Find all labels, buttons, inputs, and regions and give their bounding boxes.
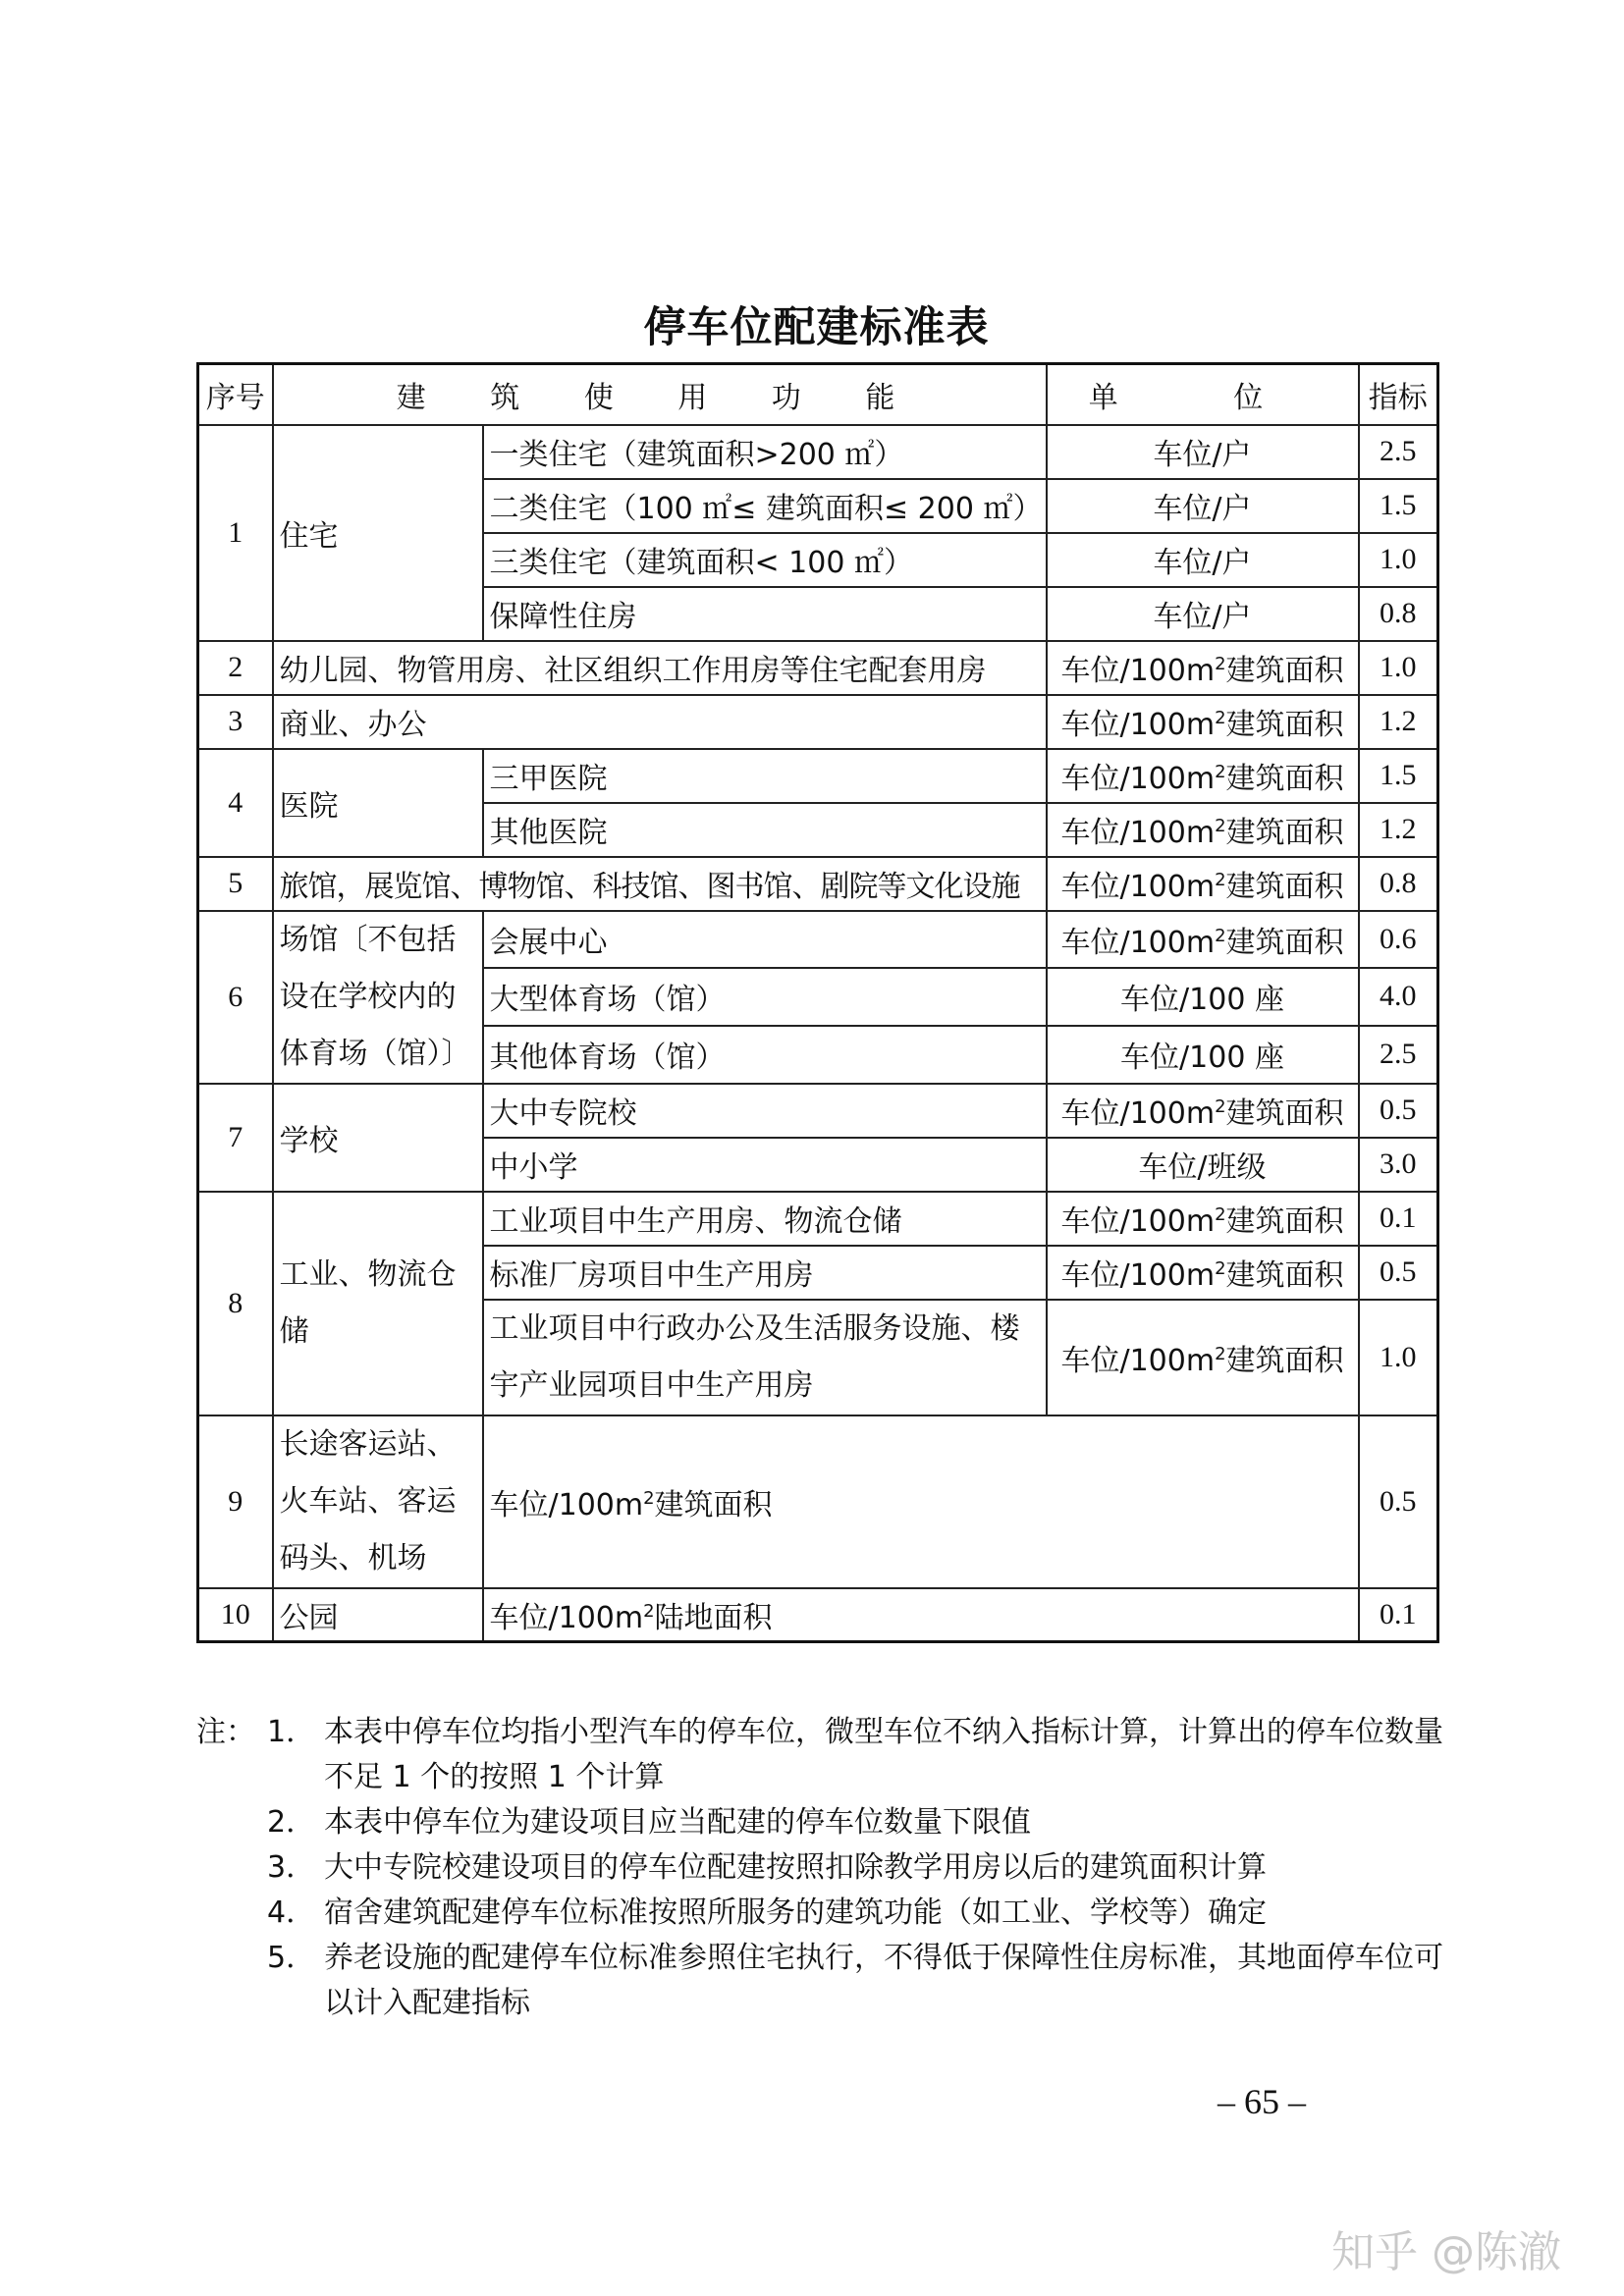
subcategory-cell: 标准厂房项目中生产用房 (483, 1246, 1047, 1300)
table-row (198, 641, 1438, 695)
header-unit-label: 单 位 (1088, 380, 1317, 415)
note-item: 2． 本表中停车位为建设项目应当配建的停车位数量下限值 (267, 1805, 1031, 1840)
subcategory-cell: 保障性住房 (483, 587, 1047, 641)
notes-section (196, 1710, 1443, 2026)
unit-cell: 车位$/100m^2$建筑面积 (1047, 641, 1359, 695)
note-item: 4． 宿舍建筑配建停车位标准按照所服务的建筑功能（如工业、学校等）确定 (267, 1896, 1267, 1930)
index-cell: 2.5 (1359, 425, 1438, 479)
seq-cell: 6 (198, 911, 273, 1084)
index-cell: 3.0 (1359, 1138, 1438, 1192)
unit-cell: 车位/100 座 (1047, 1026, 1359, 1084)
index-cell: 1.5 (1359, 479, 1438, 533)
unit-cell: 车位$/100m^2$建筑面积 (1047, 749, 1359, 803)
subcategory-cell: 工业项目中行政办公及生活服务设施、楼宇产业园项目中生产用房 (483, 1300, 1047, 1415)
subcategory-cell: 中小学 (483, 1138, 1047, 1192)
page-number: – 65 – (1218, 2082, 1306, 2121)
subcategory-cell: 大中专院校 (483, 1084, 1047, 1138)
parking-standard-table (196, 362, 1439, 1643)
seq-cell: 7 (198, 1084, 273, 1192)
index-cell: 1.0 (1359, 1300, 1438, 1415)
table-header-row (198, 364, 1438, 425)
note-item: 注： 1． 本表中停车位均指小型汽车的停车位，微型车位不纳入指标计算，计算出的停车位数量不足 1 个的按照 1 个计算 (196, 1710, 1443, 1800)
index-cell: 0.5 (1359, 1246, 1438, 1300)
unit-cell: 车位$/100m^2$建筑面积 (483, 1415, 1359, 1588)
seq-cell: 4 (198, 749, 273, 857)
table-row (198, 1415, 1438, 1588)
table-row (198, 695, 1438, 749)
subcategory-cell: 其他医院 (483, 803, 1047, 857)
category-cell: 工业、物流仓储 (273, 1192, 483, 1415)
category-cell: 长途客运站、火车站、客运码头、机场 (273, 1415, 483, 1588)
unit-cell: 车位$/100m^2$陆地面积 (483, 1588, 1359, 1642)
subcategory-cell: 三甲医院 (483, 749, 1047, 803)
category-cell: 医院 (273, 749, 483, 857)
note-item: 5． 养老设施的配建停车位标准参照住宅执行，不得低于保障性住房标准，其地面停车位可以计入配建指标 (267, 1941, 1443, 2020)
category-cell: 幼儿园、物管用房、社区组织工作用房等住宅配套用房 (273, 641, 1047, 695)
subcategory-cell: 大型体育场（馆） (483, 968, 1047, 1026)
index-cell: 1.0 (1359, 533, 1438, 587)
index-cell: 2.5 (1359, 1026, 1438, 1084)
index-cell: 0.6 (1359, 911, 1438, 969)
index-cell: 0.5 (1359, 1415, 1438, 1588)
category-cell: 学校 (273, 1084, 483, 1192)
table-row (198, 911, 1438, 969)
seq-cell: 9 (198, 1415, 273, 1588)
unit-cell: 车位/100 座 (1047, 968, 1359, 1026)
unit-cell: 车位/户 (1047, 479, 1359, 533)
seq-cell: 3 (198, 695, 273, 749)
table-row (198, 1588, 1438, 1642)
category-cell: 公园 (273, 1588, 483, 1642)
seq-cell: 5 (198, 857, 273, 911)
category-cell: 商业、办公 (273, 695, 1047, 749)
header-function-label: 建 筑 使 用 功 能 (396, 380, 923, 415)
unit-cell: 车位$/100m^2$建筑面积 (1047, 1300, 1359, 1415)
table-row (198, 857, 1438, 911)
unit-cell: 车位/户 (1047, 587, 1359, 641)
unit-cell: 车位$/100m^2$建筑面积 (1047, 911, 1359, 969)
category-cell: 场馆〔不包括设在学校内的体育场（馆）〕 (273, 911, 483, 1084)
subcategory-cell: 会展中心 (483, 911, 1047, 969)
header-unit (1047, 364, 1359, 425)
index-cell: 4.0 (1359, 968, 1438, 1026)
index-cell: 1.2 (1359, 803, 1438, 857)
index-cell: 0.8 (1359, 587, 1438, 641)
seq-cell: 2 (198, 641, 273, 695)
header-index: 指标 (1359, 364, 1438, 425)
category-cell: 旅馆，展览馆、博物馆、科技馆、图书馆、剧院等文化设施 (273, 857, 1047, 911)
seq-cell: 1 (198, 425, 273, 641)
table-row (198, 1192, 1438, 1246)
index-cell: 0.8 (1359, 857, 1438, 911)
header-function (273, 364, 1047, 425)
seq-cell: 10 (198, 1588, 273, 1642)
subcategory-cell: 二类住宅（100 ㎡≤ 建筑面积≤ 200 ㎡） (483, 479, 1047, 533)
notes-label: 注： (196, 1715, 255, 1749)
subcategory-cell: 一类住宅（建筑面积>200 ㎡） (483, 425, 1047, 479)
index-cell: 0.1 (1359, 1588, 1438, 1642)
table-row (198, 749, 1438, 803)
index-cell: 1.0 (1359, 641, 1438, 695)
table-row (198, 1084, 1438, 1138)
unit-cell: 车位$/100m^2$建筑面积 (1047, 803, 1359, 857)
unit-cell: 车位$/100m^2$建筑面积 (1047, 1084, 1359, 1138)
unit-cell: 车位$/100m^2$建筑面积 (1047, 1192, 1359, 1246)
note-item: 3． 大中专院校建设项目的停车位配建按照扣除教学用房以后的建筑面积计算 (267, 1850, 1267, 1885)
unit-cell: 车位$/100m^2$建筑面积 (1047, 1246, 1359, 1300)
subcategory-cell: 三类住宅（建筑面积< 100 ㎡） (483, 533, 1047, 587)
index-cell: 1.5 (1359, 749, 1438, 803)
unit-cell: 车位/户 (1047, 533, 1359, 587)
watermark: 知乎 @陈澈 (1331, 2227, 1561, 2277)
page-title: 停车位配建标准表 (643, 303, 990, 352)
unit-cell: 车位$/100m^2$建筑面积 (1047, 857, 1359, 911)
unit-cell: 车位/户 (1047, 425, 1359, 479)
subcategory-cell: 工业项目中生产用房、物流仓储 (483, 1192, 1047, 1246)
header-seq: 序号 (198, 364, 273, 425)
unit-cell: 车位$/100m^2$建筑面积 (1047, 695, 1359, 749)
table-row (198, 425, 1438, 479)
seq-cell: 8 (198, 1192, 273, 1415)
index-cell: 1.2 (1359, 695, 1438, 749)
category-cell: 住宅 (273, 425, 483, 641)
index-cell: 0.5 (1359, 1084, 1438, 1138)
subcategory-cell: 其他体育场（馆） (483, 1026, 1047, 1084)
index-cell: 0.1 (1359, 1192, 1438, 1246)
unit-cell: 车位/班级 (1047, 1138, 1359, 1192)
